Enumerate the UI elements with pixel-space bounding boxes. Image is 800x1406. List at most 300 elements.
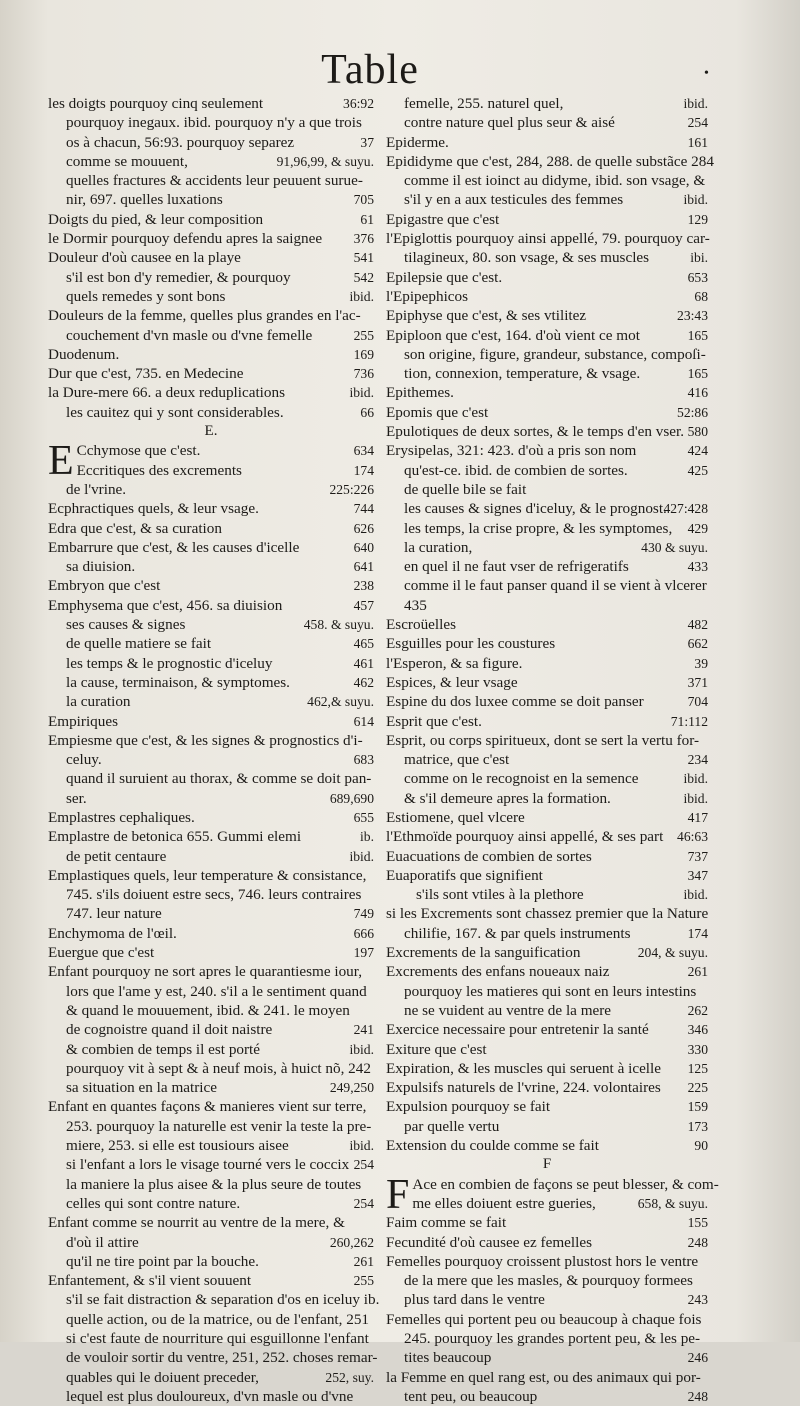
entry-line bbox=[48, 943, 374, 962]
index-entry bbox=[48, 924, 374, 943]
entry-text: Euaporatifs que signifient bbox=[386, 866, 543, 884]
page-reference: 580 bbox=[687, 424, 708, 440]
entry-text: nir, 697. quelles luxations bbox=[66, 191, 223, 209]
entry-line bbox=[386, 113, 708, 132]
entry-line bbox=[386, 268, 708, 287]
entry-text: s'il y en a aux testicules des femmes bbox=[404, 191, 624, 209]
entry-line bbox=[48, 1213, 374, 1232]
entry-text: les temps & le prognostic d'iceluy bbox=[66, 654, 273, 672]
page-reference: 262 bbox=[687, 1002, 708, 1018]
entry-text: 245. pourquoy les grandes portent peu, & les pe- bbox=[404, 1330, 701, 1347]
entry-line bbox=[386, 538, 708, 557]
index-entry bbox=[386, 441, 708, 615]
page-reference: 330 bbox=[687, 1041, 708, 1057]
entry-line bbox=[386, 576, 708, 595]
page-reference: 541 bbox=[353, 250, 374, 266]
entry-text: la curation bbox=[66, 693, 131, 711]
index-entry bbox=[48, 248, 374, 306]
entry-text: Exercice necessaire pour entretenir la santé bbox=[386, 1021, 649, 1039]
index-entry bbox=[386, 1233, 708, 1252]
entry-text: quables qui le doiuent preceder, bbox=[66, 1368, 259, 1386]
entry-line bbox=[48, 731, 374, 750]
index-entry bbox=[48, 866, 374, 924]
page-reference: 640 bbox=[353, 539, 374, 555]
entry-text: 435 bbox=[404, 596, 427, 614]
page-reference: 347 bbox=[687, 867, 708, 883]
page-reference: 461 bbox=[353, 655, 374, 671]
entry-text: de l'vrine. bbox=[66, 480, 127, 498]
page-reference: 234 bbox=[687, 752, 708, 768]
page-reference: 246 bbox=[687, 1350, 708, 1366]
entry-line bbox=[48, 1059, 374, 1078]
page-reference: 261 bbox=[687, 964, 708, 980]
entry-text: Expulsifs naturels de l'vrine, 224. volontaires bbox=[386, 1079, 661, 1097]
entry-text: Enfant en quantes façons & manieres vient sur terre, bbox=[48, 1098, 367, 1116]
entry-line bbox=[386, 326, 708, 345]
entry-text: Euacuations de combien de sortes bbox=[386, 847, 592, 865]
section-letter: E. bbox=[204, 423, 218, 440]
entry-line bbox=[386, 1387, 708, 1406]
entry-text: comme il est ioinct au didyme, ibid. son vsage, & bbox=[404, 172, 706, 190]
page-reference: 71:112 bbox=[670, 713, 708, 729]
entry-line bbox=[386, 634, 708, 653]
entry-line bbox=[386, 94, 708, 113]
entry-text: Esprit que c'est. bbox=[386, 712, 482, 730]
entry-line bbox=[386, 1194, 708, 1213]
entry-text: Enfant pourquoy ne sort apres le quarantiesme iour, bbox=[48, 963, 363, 981]
entry-text: qu'est-ce. ibid. de combien de sortes. bbox=[404, 461, 628, 479]
entry-text: Embryon que c'est bbox=[48, 577, 161, 595]
entry-line bbox=[48, 248, 374, 267]
index-entry bbox=[386, 1368, 708, 1406]
entry-line bbox=[48, 229, 374, 248]
entry-text: Faim comme se fait bbox=[386, 1214, 507, 1232]
index-entry bbox=[48, 731, 374, 808]
drop-cap-letter: E bbox=[48, 438, 74, 485]
index-entry bbox=[48, 576, 374, 595]
entry-line bbox=[48, 885, 374, 904]
page-reference: 427:428 bbox=[663, 501, 708, 517]
index-entry bbox=[386, 1078, 708, 1097]
page-reference: 417 bbox=[687, 809, 708, 825]
entry-text: Emplastiques quels, leur temperature & consistance, bbox=[48, 866, 367, 884]
page-reference: 254 bbox=[687, 115, 708, 131]
entry-line bbox=[386, 982, 708, 1001]
page-reference: 243 bbox=[687, 1292, 708, 1308]
entry-text: & combien de temps il est porté bbox=[66, 1040, 261, 1058]
entry-text: Extension du coulde comme se fait bbox=[386, 1137, 599, 1155]
entry-text: Expulsion pourquoy se fait bbox=[386, 1098, 551, 1116]
page-reference: 248 bbox=[687, 1388, 708, 1404]
entry-line bbox=[48, 692, 374, 711]
index-entry bbox=[386, 1310, 708, 1368]
entry-text: la Dure-mere 66. a deux reduplications bbox=[48, 384, 286, 402]
index-entry bbox=[386, 962, 708, 1020]
index-entry bbox=[48, 712, 374, 731]
entry-text: tites beaucoup bbox=[404, 1349, 492, 1367]
entry-line bbox=[48, 190, 374, 209]
entry-text: ser. bbox=[66, 789, 87, 807]
index-entry bbox=[386, 673, 708, 692]
page-reference: ibid. bbox=[683, 771, 708, 787]
entry-line bbox=[48, 673, 374, 692]
entry-line bbox=[386, 789, 708, 808]
page-reference: 736 bbox=[353, 366, 374, 382]
index-entry bbox=[386, 152, 714, 210]
entry-line bbox=[386, 654, 708, 673]
index-entry bbox=[386, 326, 708, 384]
page-reference: 482 bbox=[687, 617, 708, 633]
entry-line bbox=[48, 615, 374, 634]
entry-line bbox=[48, 1194, 374, 1213]
entry-line bbox=[48, 904, 374, 923]
entry-line bbox=[386, 769, 708, 788]
page-reference: 165 bbox=[687, 327, 708, 343]
index-entry bbox=[386, 634, 708, 653]
page-reference: 457 bbox=[353, 597, 374, 613]
page-reference: 429 bbox=[687, 520, 708, 536]
entry-text: Epigastre que c'est bbox=[386, 210, 500, 228]
page-reference: 90 bbox=[694, 1138, 708, 1154]
page-reference: 626 bbox=[353, 520, 374, 536]
entry-text: Epulotiques de deux sortes, & le temps d'en vser. bbox=[386, 423, 684, 441]
entry-line bbox=[386, 557, 708, 576]
entry-text: l'Ethmoïde pourquoy ainsi appellé, & ses part bbox=[386, 828, 664, 846]
entry-text: tion, connexion, temperature, & vsage. bbox=[404, 365, 641, 383]
right-column bbox=[386, 94, 719, 1406]
index-entry bbox=[386, 1171, 719, 1218]
page-reference: 37 bbox=[360, 134, 374, 150]
entry-text: Excrements de la sanguification bbox=[386, 944, 581, 962]
page-reference: 159 bbox=[687, 1099, 708, 1115]
entry-line bbox=[48, 94, 374, 113]
index-entry bbox=[48, 1213, 374, 1271]
index-entry bbox=[386, 731, 708, 808]
entry-text: Dur que c'est, 735. en Medecine bbox=[48, 365, 244, 383]
entry-text: les doigts pourquoy cinq seulement bbox=[48, 95, 264, 112]
entry-line bbox=[386, 1040, 708, 1059]
index-entry bbox=[48, 94, 374, 210]
entry-text: Doigts du pied, & leur composition bbox=[48, 210, 264, 228]
entry-line bbox=[48, 499, 374, 518]
entry-line bbox=[48, 287, 374, 306]
entry-text: Ace en combien de façons se peut blesser, & com- bbox=[412, 1175, 719, 1193]
page-reference: 658, & suyu. bbox=[637, 1195, 708, 1211]
page-reference: 254 bbox=[353, 1195, 374, 1211]
entry-line bbox=[386, 190, 708, 209]
page-reference: 744 bbox=[353, 501, 374, 517]
index-entry bbox=[386, 287, 708, 306]
entry-line bbox=[386, 345, 708, 364]
entry-line bbox=[48, 827, 374, 846]
index-entry bbox=[386, 306, 708, 325]
entry-text: & quand le mouuement, ibid. & 241. le moyen bbox=[66, 1001, 350, 1019]
page-reference: 705 bbox=[353, 192, 374, 208]
entry-line bbox=[386, 422, 708, 441]
entry-text: quelles fractures & accidents leur peuuent surue- bbox=[66, 172, 363, 190]
entry-text: Exiture que c'est bbox=[386, 1040, 487, 1058]
entry-text: Epiderme. bbox=[386, 133, 449, 151]
entry-line bbox=[386, 943, 708, 962]
page-reference: 161 bbox=[687, 134, 708, 150]
entry-text: le Dormir pourquoy defendu apres la saignee bbox=[48, 230, 323, 248]
entry-line bbox=[48, 1310, 374, 1329]
entry-line bbox=[386, 712, 708, 731]
index-entry bbox=[48, 538, 374, 577]
entry-text: Escroüelles bbox=[386, 616, 457, 634]
entry-text: Esprit, ou corps spiritueux, dont se sert la vertu for- bbox=[386, 731, 700, 749]
entry-text: par quelle vertu bbox=[404, 1117, 500, 1135]
page-reference: ibid. bbox=[683, 887, 708, 903]
index-entry bbox=[386, 847, 708, 866]
entry-line bbox=[386, 403, 708, 422]
page-reference: 66 bbox=[360, 404, 374, 420]
entry-text: tilagineux, 80. son vsage, & ses muscles bbox=[404, 249, 650, 267]
page-reference: ibid. bbox=[349, 1138, 374, 1154]
index-entry bbox=[48, 1097, 374, 1213]
entry-text: Douleur d'où causee en la playe bbox=[48, 249, 241, 267]
page-reference: 371 bbox=[687, 674, 708, 690]
entry-text: tent peu, ou beaucoup bbox=[404, 1387, 538, 1405]
entry-text: Epomis que c'est bbox=[386, 403, 489, 421]
page-reference: 61 bbox=[360, 211, 374, 227]
page-reference: 52:86 bbox=[677, 404, 708, 420]
entry-line bbox=[48, 654, 374, 673]
entry-text: Estiomene, quel vlcere bbox=[386, 808, 525, 826]
index-entry bbox=[386, 827, 708, 846]
entry-line bbox=[48, 924, 374, 943]
entry-line bbox=[48, 364, 374, 383]
entry-text: de vouloir sortir du ventre, 251, 252. choses remar- bbox=[66, 1349, 378, 1367]
page-reference: 238 bbox=[353, 578, 374, 594]
entry-text: Edra que c'est, & sa curation bbox=[48, 519, 222, 537]
entry-text: de cognoistre quand il doit naistre bbox=[66, 1021, 273, 1039]
entry-line bbox=[386, 519, 708, 538]
entry-line bbox=[48, 962, 374, 981]
entry-text: Enfant comme se nourrit au ventre de la mere, & bbox=[48, 1214, 345, 1232]
index-entry bbox=[386, 1020, 708, 1039]
page-reference: 634 bbox=[353, 443, 374, 459]
entry-text: si c'est faute de nourriture qui esguillonne l'enfant bbox=[66, 1330, 369, 1347]
index-entry bbox=[386, 383, 708, 402]
page-reference: 241 bbox=[353, 1022, 374, 1038]
entry-line bbox=[386, 441, 708, 460]
entry-line bbox=[386, 364, 708, 383]
page-reference: 255 bbox=[353, 327, 374, 343]
entry-line bbox=[48, 441, 374, 460]
entry-line bbox=[48, 1387, 374, 1406]
left-column bbox=[48, 94, 380, 1406]
entry-line bbox=[48, 403, 374, 422]
entry-line bbox=[48, 808, 374, 827]
entry-line bbox=[48, 557, 374, 576]
entry-line bbox=[48, 1097, 374, 1116]
entry-line bbox=[386, 1310, 708, 1329]
page-reference: 542 bbox=[353, 269, 374, 285]
index-entry bbox=[48, 306, 374, 345]
page-reference: ibid. bbox=[349, 1041, 374, 1057]
entry-line bbox=[386, 210, 708, 229]
entry-line bbox=[386, 1117, 708, 1136]
entry-text: Excrements des enfans noueaux naiz bbox=[386, 963, 610, 981]
entry-line bbox=[48, 789, 374, 808]
page-reference: 46:63 bbox=[677, 829, 708, 845]
entry-text: si les Excrements sont chassez premier que la Nature bbox=[386, 905, 709, 923]
entry-line bbox=[386, 1097, 708, 1116]
entry-line bbox=[386, 1368, 708, 1387]
entry-text: contre nature quel plus seur & aisé bbox=[404, 114, 615, 132]
entry-line bbox=[386, 229, 708, 248]
entry-text: Epiphyse que c'est, & ses vtilitez bbox=[386, 307, 587, 325]
page-reference: 430 & suyu. bbox=[641, 539, 708, 555]
entry-line bbox=[48, 383, 374, 402]
entry-text: Euergue que c'est bbox=[48, 944, 155, 962]
entry-text: Empiriques bbox=[48, 712, 119, 730]
page-reference: 465 bbox=[353, 636, 374, 652]
page-reference: ibid. bbox=[683, 96, 708, 111]
entry-line bbox=[48, 712, 374, 731]
page-reference: 749 bbox=[353, 906, 374, 922]
entry-line bbox=[48, 171, 374, 190]
entry-text: sa situation en la matrice bbox=[66, 1079, 217, 1097]
entry-text: Enchymoma de l'œil. bbox=[48, 924, 177, 942]
index-entry bbox=[386, 615, 708, 634]
page-reference: 129 bbox=[687, 211, 708, 227]
entry-text: ses causes & signes bbox=[66, 616, 186, 634]
entry-line bbox=[48, 1040, 374, 1059]
entry-text: comme il le faut panser quand il se vient à vlcerer bbox=[404, 577, 707, 595]
entry-text: en quel il ne faut vser de refrigeratifs bbox=[404, 558, 629, 576]
page-reference: 462 bbox=[353, 674, 374, 690]
index-entry bbox=[386, 133, 708, 152]
entry-text: pourquoy vit à sept & à neuf mois, à huict nõ, 242 bbox=[66, 1059, 371, 1077]
page-reference: ibid. bbox=[683, 192, 708, 208]
page-reference: 197 bbox=[353, 945, 374, 961]
index-entry bbox=[48, 364, 374, 383]
entry-text: les temps, la crise propre, & les symptomes, bbox=[404, 519, 673, 537]
entry-text: Enfantement, & s'il vient souuent bbox=[48, 1272, 252, 1290]
entry-text: l'Epiglottis pourquoy ainsi appellé, 79. pourquoy car- bbox=[386, 230, 710, 248]
entry-line bbox=[48, 133, 374, 152]
index-entry bbox=[386, 94, 708, 133]
entry-text: Empiesme que c'est, & les signes & prognostics d'i- bbox=[48, 731, 363, 749]
entry-line bbox=[386, 1020, 708, 1039]
entry-line bbox=[48, 345, 374, 364]
entry-text: comme se mouuent, bbox=[66, 152, 188, 170]
entry-line bbox=[386, 1136, 708, 1155]
entry-line bbox=[48, 210, 374, 229]
entry-line bbox=[386, 248, 708, 267]
entry-line bbox=[386, 808, 708, 827]
entry-text: la maniere la plus aisee & la plus seure de toutes bbox=[66, 1175, 362, 1193]
entry-text: Espices, & leur vsage bbox=[386, 673, 518, 691]
page-reference: 165 bbox=[687, 366, 708, 382]
entry-line bbox=[386, 1348, 708, 1367]
entry-line bbox=[48, 306, 374, 325]
entry-text: Emplastre de betonica 655. Gummi elemi bbox=[48, 828, 302, 846]
entry-line bbox=[48, 982, 374, 1001]
entry-text: Esguilles pour les coustures bbox=[386, 635, 556, 653]
page-reference: 462,& suyu. bbox=[307, 694, 374, 710]
entry-text: ne se vuident au ventre de la mere bbox=[404, 1001, 612, 1019]
entry-line bbox=[48, 1175, 374, 1194]
entry-text: chilifie, 167. & par quels instruments bbox=[404, 924, 631, 942]
page-reference: ibi. bbox=[690, 250, 708, 266]
entry-line bbox=[386, 962, 708, 981]
index-entry bbox=[386, 1097, 708, 1136]
entry-text: Emphysema que c'est, 456. sa diuision bbox=[48, 596, 283, 614]
page-reference: 683 bbox=[353, 752, 374, 768]
entry-text: Expiration, & les muscles qui seruent à icelle bbox=[386, 1059, 661, 1077]
entry-line bbox=[386, 924, 708, 943]
page-reference: 23:43 bbox=[677, 308, 708, 324]
entry-text: s'il est bon d'y remedier, & pourquoy bbox=[66, 268, 291, 286]
entry-line bbox=[48, 576, 374, 595]
index-entry bbox=[386, 692, 708, 711]
index-entry bbox=[48, 943, 374, 962]
entry-line bbox=[48, 1078, 374, 1097]
entry-text: de la mere que les masles, & pourquoy formees bbox=[404, 1272, 693, 1290]
entry-text: lequel est plus douloureux, d'vn masle ou d'vne bbox=[66, 1387, 354, 1405]
entry-text: 253. pourquoy la naturelle est venir la teste la pre- bbox=[66, 1117, 372, 1135]
page-reference: 704 bbox=[687, 694, 708, 710]
entry-text: quand il suruient au thorax, & comme se doit pan- bbox=[66, 770, 372, 788]
page-reference: 36:92 bbox=[343, 96, 374, 111]
entry-text: 747. leur nature bbox=[66, 905, 162, 923]
entry-line bbox=[48, 596, 374, 615]
entry-text: les causes & signes d'iceluy, & le prognost. bbox=[404, 500, 667, 518]
entry-line bbox=[48, 634, 374, 653]
entry-text: pourquoy inegaux. ibid. pourquoy n'y a que trois bbox=[66, 114, 362, 132]
entry-line bbox=[386, 461, 708, 480]
entry-text: Epilepsie que c'est. bbox=[386, 268, 503, 286]
entry-line bbox=[386, 1078, 708, 1097]
index-entry bbox=[386, 904, 708, 943]
entry-line bbox=[48, 866, 374, 885]
entry-text: de quelle bile se fait bbox=[404, 480, 527, 498]
page-reference: 155 bbox=[687, 1215, 708, 1231]
entry-line bbox=[386, 847, 708, 866]
index-entry bbox=[48, 229, 374, 248]
entry-text: les cauitez qui y sont considerables. bbox=[66, 403, 284, 421]
entry-text: quels remedes y sont bons bbox=[66, 287, 226, 305]
entry-text: sa diuision. bbox=[66, 558, 136, 576]
page-reference: ibid. bbox=[349, 288, 374, 304]
page-reference: 641 bbox=[353, 559, 374, 575]
entry-text: femelle, 255. naturel quel, bbox=[404, 95, 564, 112]
page-reference: 169 bbox=[353, 346, 374, 362]
entry-line bbox=[386, 171, 708, 190]
entry-line bbox=[386, 1290, 708, 1309]
entry-line bbox=[48, 750, 374, 769]
entry-line bbox=[48, 769, 374, 788]
page-reference: ibid. bbox=[349, 385, 374, 401]
page-reference: 666 bbox=[353, 925, 374, 941]
index-entry bbox=[386, 712, 708, 731]
entry-line bbox=[386, 750, 708, 769]
page-reference: 252, suy. bbox=[325, 1369, 374, 1385]
index-entry bbox=[48, 596, 374, 712]
index-entry bbox=[48, 383, 374, 422]
section-letter: F bbox=[542, 1156, 552, 1173]
page-reference: 653 bbox=[687, 269, 708, 285]
entry-line bbox=[48, 113, 374, 132]
page-reference: 225:226 bbox=[329, 481, 374, 497]
index-entry bbox=[386, 210, 708, 229]
entry-text: Femelles qui portent peu ou beaucoup à chaque fois bbox=[386, 1310, 702, 1328]
index-entry bbox=[386, 1040, 708, 1059]
drop-cap-letter: F bbox=[386, 1171, 410, 1218]
